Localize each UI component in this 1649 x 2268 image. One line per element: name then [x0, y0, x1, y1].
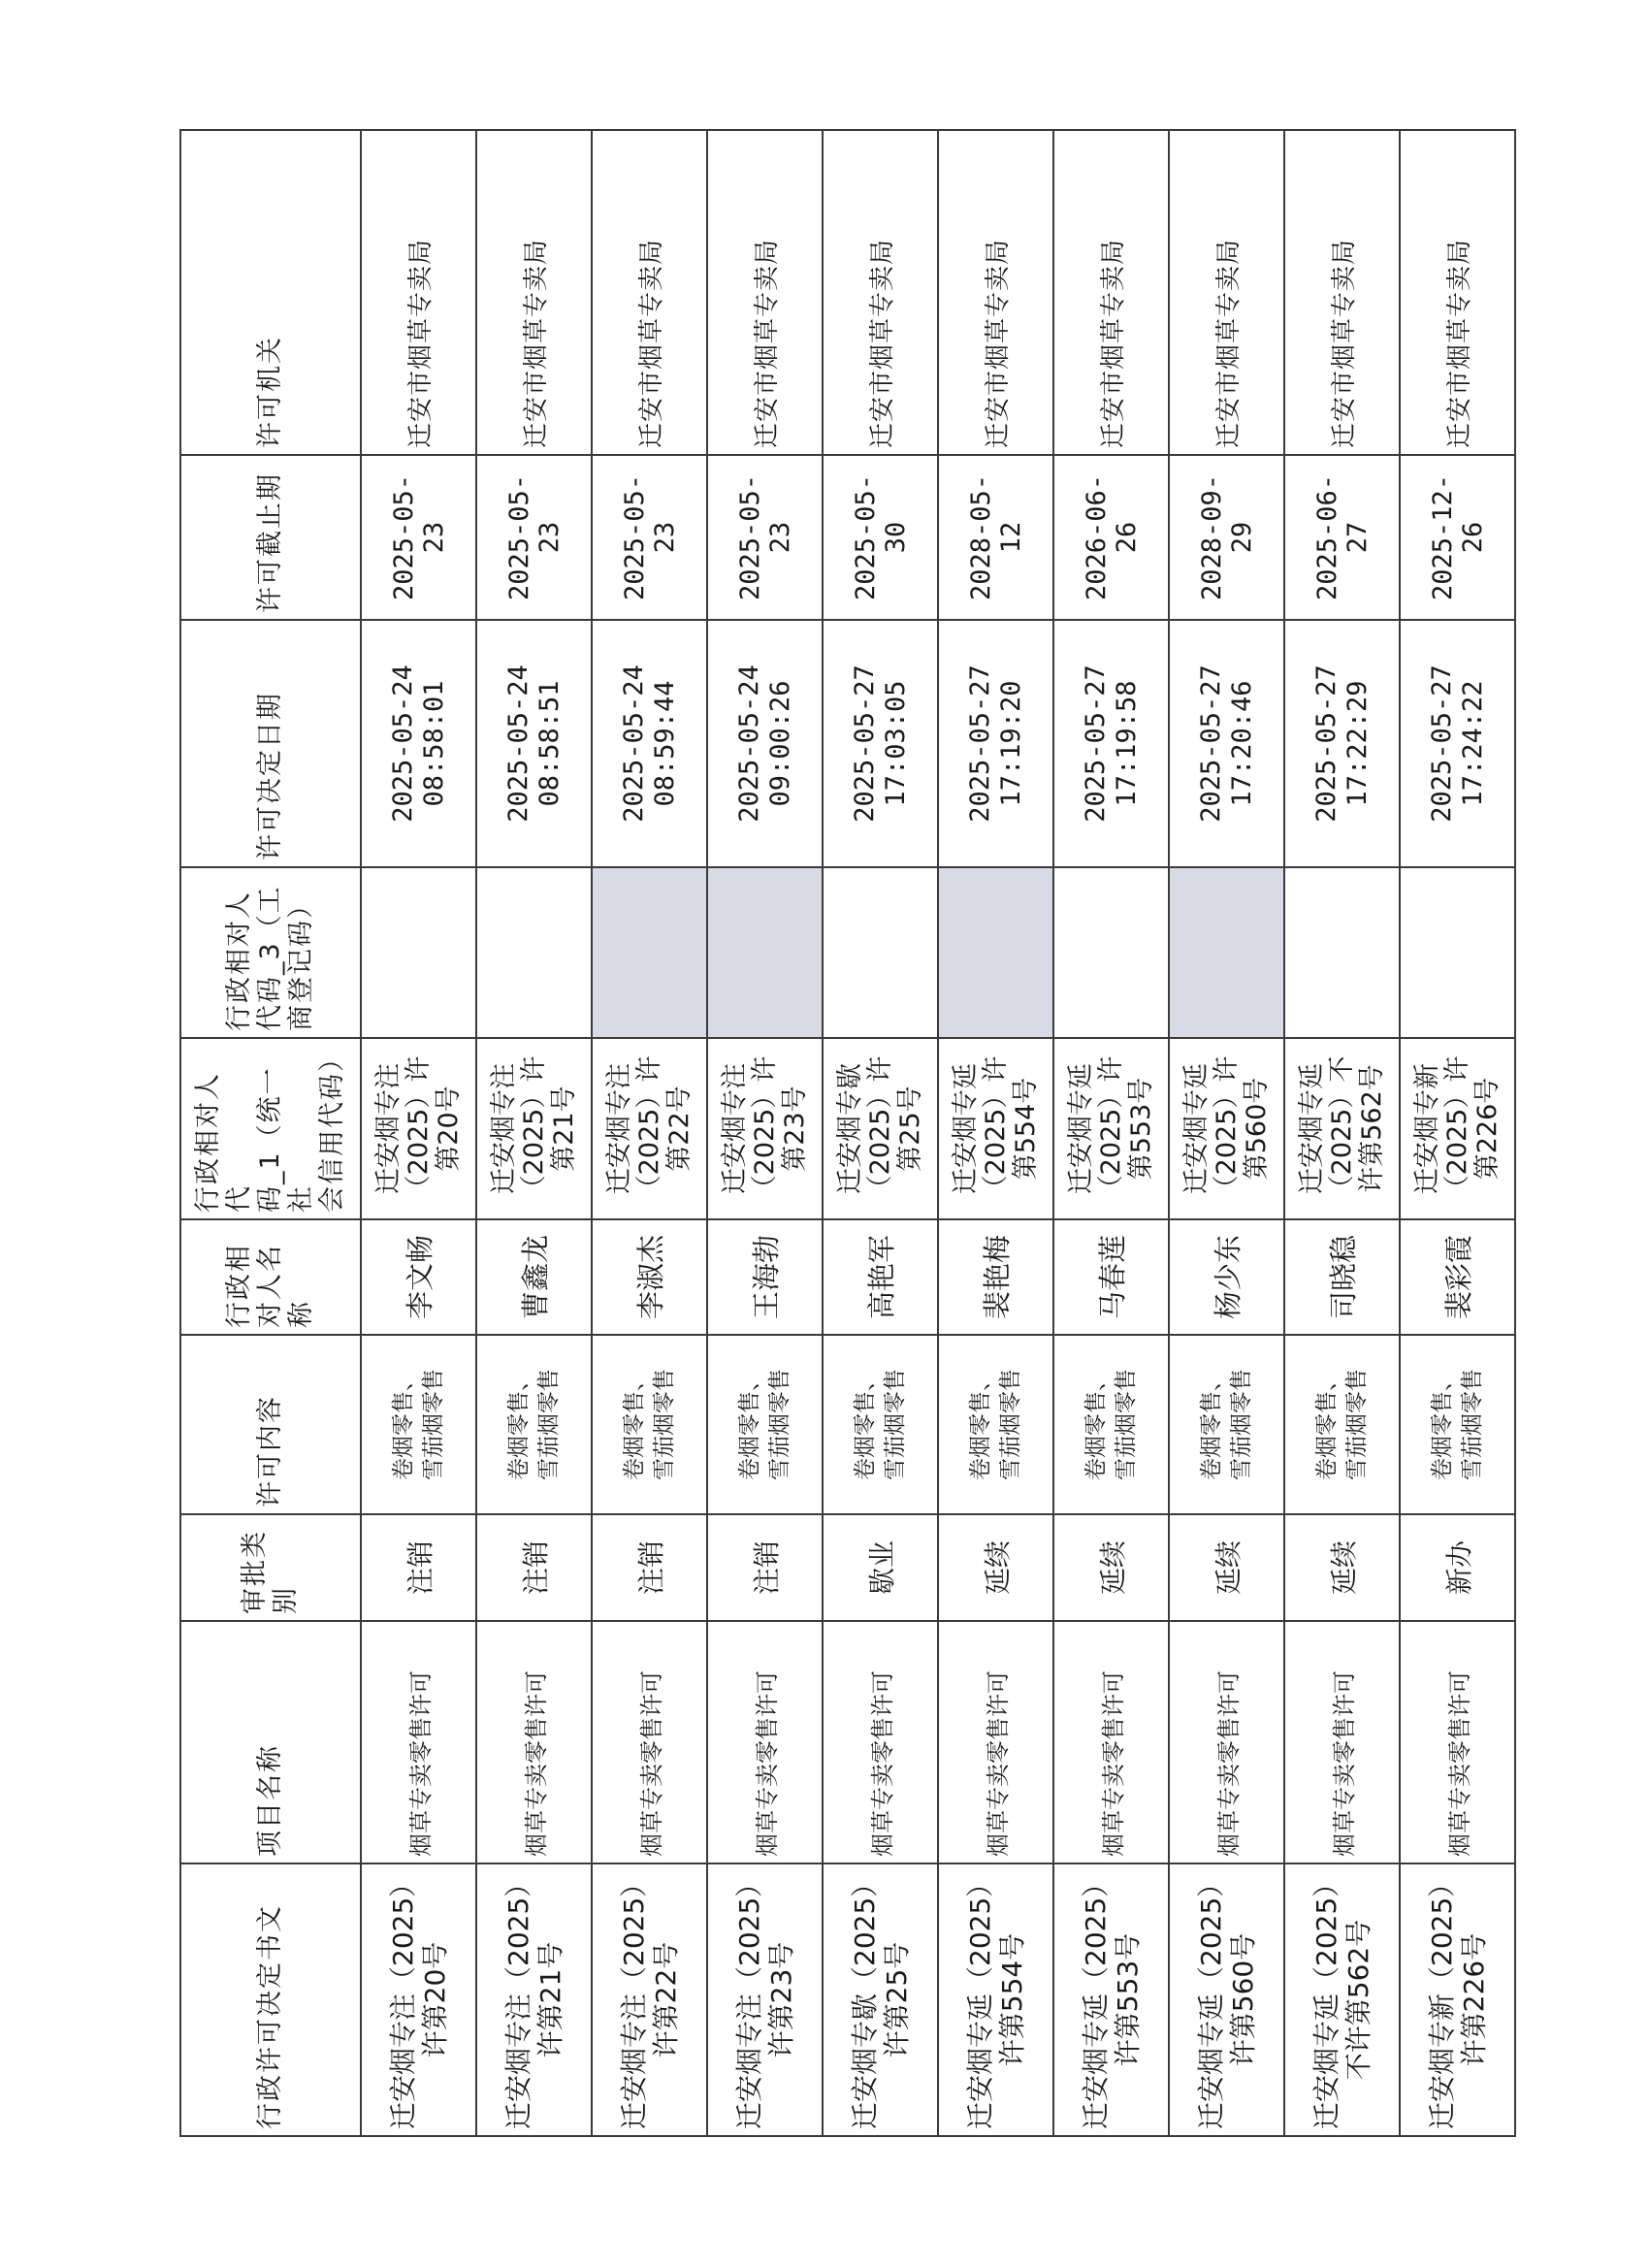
cell-party-code-3	[1284, 867, 1400, 1038]
cell-approval-type: 歇业	[823, 1514, 938, 1621]
col-header-party-name: 行政相 对人名 称	[180, 1219, 361, 1335]
cell-decision-date: 2025-05-24 09:00:26	[707, 620, 823, 867]
cell-decision-date: 2025-05-24 08:58:01	[361, 620, 476, 867]
cell-decision-date: 2025-05-24 08:58:51	[476, 620, 592, 867]
cell-authority: 迁安市烟草专卖局	[1169, 130, 1284, 455]
cell-expiry-date: 2028-05-12	[938, 455, 1053, 620]
col-header-content: 许可内容	[180, 1335, 361, 1514]
cell-approval-type: 延续	[938, 1514, 1053, 1621]
cell-party-code-3	[361, 867, 476, 1038]
cell-party-code-1: 迁安烟专延 （2025）许 第553号	[1053, 1038, 1169, 1219]
col-header-decision-date: 许可决定日期	[180, 620, 361, 867]
cell-party-code-1: 迁安烟专注 （2025）许 第23号	[707, 1038, 823, 1219]
cell-party-name: 杨少东	[1169, 1219, 1284, 1335]
cell-party-code-3	[1053, 867, 1169, 1038]
cell-party-code-3	[1169, 867, 1284, 1038]
cell-authority: 迁安市烟草专卖局	[592, 130, 707, 455]
cell-decision-date: 2025-05-27 17:22:29	[1284, 620, 1400, 867]
cell-content: 卷烟零售、 雪茄烟零售	[823, 1335, 938, 1514]
cell-party-name: 裴艳梅	[938, 1219, 1053, 1335]
cell-decision-date: 2025-05-27 17:19:20	[938, 620, 1053, 867]
col-header-approval-type: 审批类别	[180, 1514, 361, 1621]
cell-party-code-3	[592, 867, 707, 1038]
cell-party-name: 裴彩霞	[1400, 1219, 1515, 1335]
table-row	[938, 130, 1053, 2136]
cell-party-name: 曹鑫龙	[476, 1219, 592, 1335]
cell-decision-doc: 迁安烟专注（2025） 许第23号	[707, 1863, 823, 2136]
cell-party-code-1: 迁安烟专歇 （2025）许 第25号	[823, 1038, 938, 1219]
cell-item-name: 烟草专卖零售许可	[476, 1621, 592, 1863]
cell-party-code-1: 迁安烟专注 （2025）许 第21号	[476, 1038, 592, 1219]
header-row	[180, 130, 361, 2136]
cell-expiry-date: 2025-12-26	[1400, 455, 1515, 620]
cell-item-name: 烟草专卖零售许可	[1053, 1621, 1169, 1863]
cell-approval-type: 延续	[1053, 1514, 1169, 1621]
cell-decision-date: 2025-05-24 08:59:44	[592, 620, 707, 867]
cell-party-name: 高艳军	[823, 1219, 938, 1335]
cell-decision-doc: 迁安烟专注（2025） 许第22号	[592, 1863, 707, 2136]
cell-authority: 迁安市烟草专卖局	[1284, 130, 1400, 455]
cell-expiry-date: 2025-06-27	[1284, 455, 1400, 620]
cell-approval-type: 注销	[707, 1514, 823, 1621]
cell-authority: 迁安市烟草专卖局	[1053, 130, 1169, 455]
cell-party-name: 王海勃	[707, 1219, 823, 1335]
cell-decision-date: 2025-05-27 17:24:22	[1400, 620, 1515, 867]
cell-party-code-1: 迁安烟专注 （2025）许 第20号	[361, 1038, 476, 1219]
table-row	[707, 130, 823, 2136]
cell-authority: 迁安市烟草专卖局	[938, 130, 1053, 455]
cell-party-name: 司晓稳	[1284, 1219, 1400, 1335]
rotated-page	[179, 131, 1513, 2137]
cell-authority: 迁安市烟草专卖局	[361, 130, 476, 455]
table-row	[592, 130, 707, 2136]
cell-decision-doc: 迁安烟专新（2025） 许第226号	[1400, 1863, 1515, 2136]
cell-item-name: 烟草专卖零售许可	[592, 1621, 707, 1863]
cell-item-name: 烟草专卖零售许可	[938, 1621, 1053, 1863]
cell-approval-type: 注销	[476, 1514, 592, 1621]
cell-item-name: 烟草专卖零售许可	[361, 1621, 476, 1863]
col-header-party-code-1: 行政相对人代 码_1（统一社 会信用代码）	[180, 1038, 361, 1219]
cell-party-code-1: 迁安烟专延 （2025）不 许第562号	[1284, 1038, 1400, 1219]
cell-approval-type: 新办	[1400, 1514, 1515, 1621]
cell-authority: 迁安市烟草专卖局	[1400, 130, 1515, 455]
cell-decision-doc: 迁安烟专延（2025） 许第554号	[938, 1863, 1053, 2136]
cell-party-name: 马春莲	[1053, 1219, 1169, 1335]
cell-decision-date: 2025-05-27 17:20:46	[1169, 620, 1284, 867]
cell-content: 卷烟零售、 雪茄烟零售	[476, 1335, 592, 1514]
cell-item-name: 烟草专卖零售许可	[1400, 1621, 1515, 1863]
table-row	[476, 130, 592, 2136]
cell-approval-type: 延续	[1284, 1514, 1400, 1621]
cell-decision-date: 2025-05-27 17:03:05	[823, 620, 938, 867]
cell-expiry-date: 2025-05-30	[823, 455, 938, 620]
cell-party-code-3	[823, 867, 938, 1038]
cell-authority: 迁安市烟草专卖局	[823, 130, 938, 455]
cell-decision-doc: 迁安烟专延（2025） 不许第562号	[1284, 1863, 1400, 2136]
cell-decision-doc: 迁安烟专歇（2025） 许第25号	[823, 1863, 938, 2136]
cell-expiry-date: 2026-06-26	[1053, 455, 1169, 620]
cell-item-name: 烟草专卖零售许可	[1169, 1621, 1284, 1863]
cell-decision-doc: 迁安烟专注（2025） 许第21号	[476, 1863, 592, 2136]
cell-content: 卷烟零售、 雪茄烟零售	[1284, 1335, 1400, 1514]
table-row	[1053, 130, 1169, 2136]
cell-party-code-3	[1400, 867, 1515, 1038]
cell-content: 卷烟零售、 雪茄烟零售	[1053, 1335, 1169, 1514]
cell-item-name: 烟草专卖零售许可	[707, 1621, 823, 1863]
cell-party-code-3	[476, 867, 592, 1038]
cell-party-code-1: 迁安烟专延 （2025）许 第560号	[1169, 1038, 1284, 1219]
cell-item-name: 烟草专卖零售许可	[823, 1621, 938, 1863]
cell-expiry-date: 2025-05-23	[592, 455, 707, 620]
cell-decision-doc: 迁安烟专延（2025） 许第553号	[1053, 1863, 1169, 2136]
cell-party-code-3	[938, 867, 1053, 1038]
col-header-expiry-date: 许可截止期	[180, 455, 361, 620]
cell-content: 卷烟零售、 雪茄烟零售	[707, 1335, 823, 1514]
table-row	[823, 130, 938, 2136]
cell-content: 卷烟零售、 雪茄烟零售	[592, 1335, 707, 1514]
cell-approval-type: 延续	[1169, 1514, 1284, 1621]
col-header-authority: 许可机关	[180, 130, 361, 455]
cell-authority: 迁安市烟草专卖局	[476, 130, 592, 455]
col-header-decision-doc: 行政许可决定书文	[180, 1863, 361, 2136]
permit-table	[179, 129, 1516, 2137]
col-header-party-code-3: 行政相对人 代码_3（工 商登记码）	[180, 867, 361, 1038]
cell-expiry-date: 2025-05-23	[476, 455, 592, 620]
cell-expiry-date: 2025-05-23	[361, 455, 476, 620]
table-row	[1284, 130, 1400, 2136]
cell-expiry-date: 2028-09-29	[1169, 455, 1284, 620]
cell-party-name: 李淑杰	[592, 1219, 707, 1335]
cell-item-name: 烟草专卖零售许可	[1284, 1621, 1400, 1863]
cell-approval-type: 注销	[361, 1514, 476, 1621]
cell-content: 卷烟零售、 雪茄烟零售	[1169, 1335, 1284, 1514]
cell-content: 卷烟零售、 雪茄烟零售	[1400, 1335, 1515, 1514]
table-row	[361, 130, 476, 2136]
cell-approval-type: 注销	[592, 1514, 707, 1621]
cell-party-code-1: 迁安烟专新 （2025）许 第226号	[1400, 1038, 1515, 1219]
cell-expiry-date: 2025-05-23	[707, 455, 823, 620]
cell-content: 卷烟零售、 雪茄烟零售	[361, 1335, 476, 1514]
table-row	[1400, 130, 1515, 2136]
cell-authority: 迁安市烟草专卖局	[707, 130, 823, 455]
col-header-item-name: 项目名称	[180, 1621, 361, 1863]
table-row	[1169, 130, 1284, 2136]
cell-party-code-1: 迁安烟专延 （2025）许 第554号	[938, 1038, 1053, 1219]
cell-decision-date: 2025-05-27 17:19:58	[1053, 620, 1169, 867]
cell-content: 卷烟零售、 雪茄烟零售	[938, 1335, 1053, 1514]
cell-party-name: 李文畅	[361, 1219, 476, 1335]
cell-decision-doc: 迁安烟专延（2025） 许第560号	[1169, 1863, 1284, 2136]
cell-party-code-1: 迁安烟专注 （2025）许 第22号	[592, 1038, 707, 1219]
cell-decision-doc: 迁安烟专注（2025） 许第20号	[361, 1863, 476, 2136]
cell-party-code-3	[707, 867, 823, 1038]
